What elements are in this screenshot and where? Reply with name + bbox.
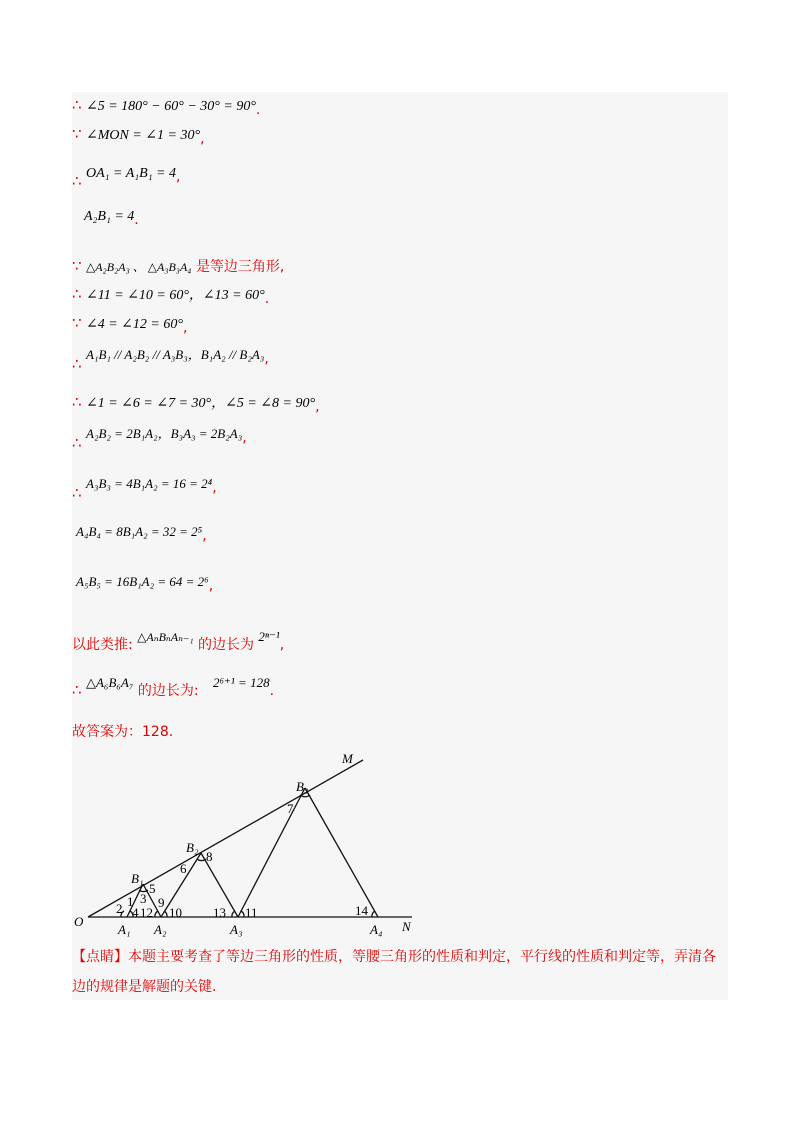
line-7: ∵ ∠4 = ∠12 = 60°, [72,314,188,336]
label-n: N [402,919,411,934]
line-6: ∴ ∠11 = ∠10 = 60°，∠13 = 60°. [72,285,270,307]
math-expr: OA₁ = A₁B₁ = 4 [86,166,177,181]
math-expr: ∠MON = ∠1 = 30° [86,128,201,143]
angle-label: 9 [158,895,165,910]
math-expr: A₂B₁ = 4 [84,209,135,224]
line-10: ∴ A₂B₂ = 2B₁A₂，B₃A₃ = 2B₂A₃, [72,426,247,452]
angle-arc [232,911,235,917]
line-4: A₂B₁ = 4. [84,209,139,228]
line-2: ∵ ∠MON = ∠1 = 30°, [72,125,205,147]
segment-a3b3 [238,788,305,917]
math-expr: 2ⁿ⁻¹ [258,629,280,644]
angle-label: 14 [355,903,368,918]
math-expr: △AₙBₙAₙ₋₁ [137,630,194,644]
line-3: ∴ OA₁ = A₁B₁ = 4, [72,166,181,190]
angle-label: 7 [287,801,294,816]
angle-arc [164,911,167,917]
line-9: ∴ ∠1 = ∠6 = ∠7 = 30°，∠5 = ∠8 = 90°, [72,393,320,415]
math-expr: ∠1 = ∠6 = ∠7 = 30°，∠5 = ∠8 = 90° [86,396,316,411]
angle-arc [372,911,375,917]
math-expr: A₁B₁ // A₂B₂ // A₃B₃，B₁A₂ // B₂A₃ [86,347,265,362]
label-a2: A₂ [154,922,167,937]
label-m: M [342,751,353,766]
angle-label: 6 [180,861,187,876]
line-12: A₄B₄ = 8B₁A₂ = 32 = 2⁵, [76,524,207,544]
label-b2: B₂ [186,840,199,855]
label-o: O [74,914,84,929]
angle-label: 1 [127,894,134,909]
math-expr: △A₆B₆A₇ [86,675,134,690]
key-point-note: 【点睛】本题主要考查了等边三角形的性质，等腰三角形的性质和判定，平行线的性质和判定等，弄清各边的规律是解题的关键. [72,949,716,995]
angle-label: 10 [169,905,182,920]
math-expr: A₅B₅ = 16B₁A₂ = 64 = 2⁶ [76,574,209,589]
line-infer: 以此类推: △AₙBₙAₙ₋₁ 的边长为 2ⁿ⁻¹, [72,629,285,653]
line-5: ∵ △A₂B₂A₃ 、 △A₃B₃A₄ 是等边三角形, [72,257,285,275]
angle-label: 8 [206,849,213,864]
line-result: ∴ △A₆B₆A₇ 的边长为: 2⁶⁺¹ = 128. [72,675,275,699]
label-a3: A₃ [230,922,243,937]
angle-label: 3 [140,891,147,906]
label-b3: B₃ [296,779,309,794]
label-b1: B₁ [131,871,144,886]
line-11: ∴ A₃B₃ = 4B₁A₂ = 16 = 2⁴, [72,476,217,502]
angle-label: 11 [245,905,258,920]
math-expr: △A₂B₂A₃ 、 △A₃B₃A₄ [86,260,192,274]
line-8: ∴ A₁B₁ // A₂B₂ // A₃B₃，B₁A₂ // B₂A₃, [72,347,269,373]
math-expr: ∠4 = ∠12 = 60° [86,317,183,332]
math-expr: A₃B₃ = 4B₁A₂ = 16 = 2⁴ [86,476,213,491]
label-a1: A₁ [118,922,131,937]
math-expr: 2⁶⁺¹ = 128 [213,675,270,690]
angle-arc [197,859,206,861]
line-1: ∴ ∠5 = 180° − 60° − 30° = 90°. [72,96,261,118]
angle-arc [155,911,158,917]
label-a4: A₄ [370,922,383,937]
geometry-figure [72,745,432,940]
math-expr: A₂B₂ = 2B₁A₂，B₃A₃ = 2B₂A₃ [86,426,243,441]
angle-label: 5 [149,881,156,896]
line-13: A₅B₅ = 16B₁A₂ = 64 = 2⁶, [76,574,214,594]
segment-b3a4 [305,788,378,917]
angle-label: 2 [116,901,123,916]
angle-label: 13 [213,905,226,920]
math-expr: ∠5 = 180° − 60° − 30° = 90° [86,99,256,114]
angle-label: 4 [132,905,139,920]
answer-line: 故答案为：128. [72,724,174,740]
math-expr: A₄B₄ = 8B₁A₂ = 32 = 2⁵ [76,524,203,539]
math-expr: ∠11 = ∠10 = 60°，∠13 = 60° [86,288,265,303]
angle-arc [241,911,244,917]
angle-label: 12 [140,905,153,920]
